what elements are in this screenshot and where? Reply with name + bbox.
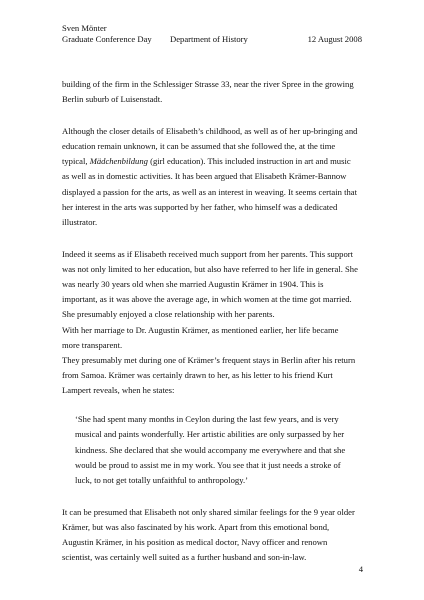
text-line: as well as in domestic activities. It has been argued that Elisabeth Krämer-Bannow bbox=[62, 171, 347, 182]
text-line: her interest in the arts was supported by her father, who himself was a dedicated bbox=[62, 201, 338, 212]
text-line: was nearly 30 years old when she married Augustin Krämer in 1904. This is bbox=[62, 279, 324, 290]
body-text bbox=[62, 77, 364, 565]
italic-term: Mädchenbildung bbox=[89, 156, 148, 167]
text-line: displayed a passion for the arts, as well as an interest in weaving. It seems certain that bbox=[62, 186, 357, 197]
text-line: from Samoa. Krämer was certainly drawn to her, as his letter to his friend Kurt bbox=[62, 370, 333, 381]
quote-line: kindness. She declared that she would accompany me everywhere and that she bbox=[75, 444, 346, 455]
quote-line: luck, to not get totally unfaithful to anthropology.’ bbox=[75, 474, 248, 485]
header-date: 12 August 2008 bbox=[307, 33, 362, 44]
paragraph-2 bbox=[62, 124, 364, 230]
quote-line: would be proud to assist me in my work. You see that it just needs a stroke of bbox=[75, 459, 341, 470]
header-event: Graduate Conference Day bbox=[62, 33, 152, 44]
text-line: With her marriage to Dr. Augustin Krämer, as mentioned earlier, her life became bbox=[62, 324, 339, 335]
text-line: scientist, was certainly well suited as a further husband and son-in-law. bbox=[62, 552, 307, 563]
text-line: illustrator. bbox=[62, 217, 98, 228]
paragraph-4 bbox=[62, 505, 364, 566]
header-author: Sven Mönter bbox=[62, 23, 107, 33]
text-run: typical, bbox=[62, 156, 90, 167]
paragraph-3 bbox=[62, 247, 364, 399]
text-line: Indeed it seems as if Elisabeth received much support from her parents. This support bbox=[62, 248, 353, 259]
text-line: important, as it was above the average age, in which women at the time got married. bbox=[62, 294, 352, 305]
quote-line: musical and paints wonderfully. Her artistic abilities are only surpassed by her bbox=[75, 429, 345, 440]
page-number: 4 bbox=[358, 564, 363, 574]
text-line: It can be presumed that Elisabeth not only shared similar feelings for the 9 year older bbox=[62, 506, 355, 517]
block-quote bbox=[62, 412, 364, 488]
text-line: was not only limited to her education, but also have referred to her life in general. She bbox=[62, 263, 358, 274]
paragraph-1 bbox=[62, 77, 364, 107]
quote-line: ‘She had spent many months in Ceylon during the last few years, and is very bbox=[75, 414, 339, 425]
text-line: more transparent. bbox=[62, 339, 123, 350]
header-department: Department of History bbox=[170, 33, 248, 44]
text-line: She presumably enjoyed a close relationship with her parents. bbox=[62, 309, 275, 320]
text-line: building of the firm in the Schlessiger Strasse 33, near the river Spree in the growing bbox=[62, 79, 354, 89]
text-line: Krämer, but was also fascinated by his work. Apart from this emotional bond, bbox=[62, 521, 330, 532]
text-line: Lampert reveals, when he states: bbox=[62, 385, 175, 396]
header-row bbox=[62, 34, 362, 45]
text-run: (girl education). This included instruction in art and music bbox=[147, 156, 351, 167]
page-header bbox=[62, 23, 362, 45]
text-line: education remain unknown, it can be assumed that she followed the, at the time bbox=[62, 141, 336, 151]
text-line: Berlin suburb of Luisenstadt. bbox=[62, 94, 163, 105]
text-line: They presumably met during one of Krämer’s frequent stays in Berlin after his return bbox=[62, 355, 356, 366]
text-line: Although the closer details of Elisabeth’s childhood, as well as of her up-bringing and bbox=[62, 125, 358, 136]
text-line: Augustin Krämer, in his position as medical doctor, Navy officer and renown bbox=[62, 536, 328, 547]
text-line bbox=[62, 154, 364, 169]
